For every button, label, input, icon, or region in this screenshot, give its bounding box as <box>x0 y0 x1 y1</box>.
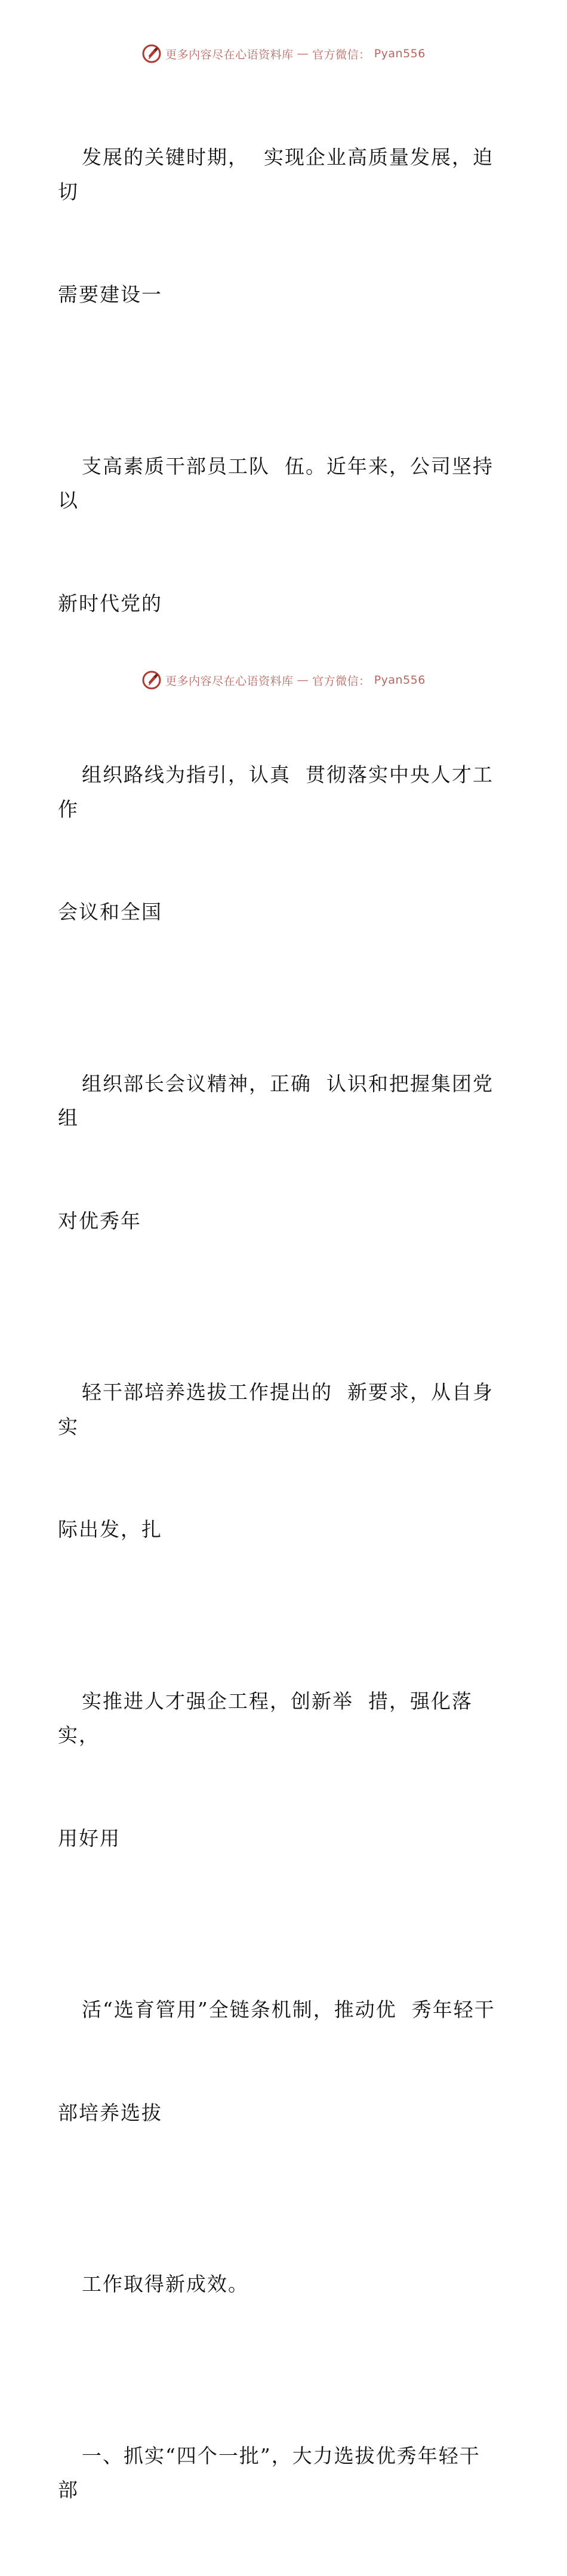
paragraph-first-line: 支高素质干部员工队 伍。近年来，公司坚持以 <box>58 454 494 512</box>
paragraph-first-line: 轻干部培养选拔工作提出的 新要求，从自身实 <box>58 1380 494 1438</box>
document-body <box>58 72 500 2576</box>
paragraph-continuation: 用好用 <box>58 1826 121 1850</box>
paragraph-continuation: 需要建设一 <box>58 283 162 306</box>
brand-dash: — <box>297 674 309 687</box>
paragraph-first-line: 发展的关键时期， 实现企业高质量发展，迫切 <box>58 146 494 203</box>
paragraph <box>58 689 500 998</box>
paragraph-continuation: 对优秀年 <box>58 1209 141 1233</box>
section-heading <box>58 2370 500 2576</box>
paragraph <box>58 72 500 381</box>
page-footer <box>0 668 567 692</box>
wechat-label: 官方微信： <box>312 674 371 688</box>
paragraph-first-line: 活“选育管用”全链条机制，推动优 秀年轻干 <box>82 1998 495 2021</box>
paragraph-first-line: 组织部长会议精神，正确 认识和把握集团党组 <box>58 1071 494 1129</box>
brand-logo-icon <box>141 44 162 64</box>
paragraph-continuation: 新时代党的 <box>58 591 162 615</box>
section-heading-text: 一、抓实“四个一批”，大力选拔优秀年轻干部 <box>58 2444 480 2501</box>
brand-text: 更多内容尽在心语资料库 <box>165 674 294 688</box>
paragraph <box>58 381 500 690</box>
paragraph <box>58 2198 500 2370</box>
wechat-label: 官方微信： <box>312 48 371 61</box>
paragraph-first-line: 组织路线为指引，认真 贯彻落实中央人才工作 <box>58 763 494 821</box>
paragraph-continuation: 会议和全国 <box>58 900 162 923</box>
brand-text: 更多内容尽在心语资料库 <box>165 48 294 61</box>
paragraph-first-line: 工作取得新成效。 <box>82 2272 249 2296</box>
paragraph-continuation: 际出发，扎 <box>58 1518 162 1541</box>
brand-logo-icon <box>141 670 162 690</box>
watermark-brand <box>141 670 426 690</box>
wechat-id: Pyan556 <box>374 674 426 687</box>
paragraph <box>58 1306 500 1616</box>
paragraph-continuation: 部培养选拔 <box>58 2101 162 2124</box>
watermark-brand <box>141 44 426 64</box>
wechat-id: Pyan556 <box>374 47 426 60</box>
page-header <box>0 42 567 66</box>
paragraph <box>58 998 500 1307</box>
brand-dash: — <box>297 47 309 60</box>
paragraph <box>58 1616 500 1925</box>
paragraph <box>58 1924 500 2198</box>
paragraph-first-line: 实推进人才强企工程，创新举 措，强化落实， <box>58 1689 473 1747</box>
